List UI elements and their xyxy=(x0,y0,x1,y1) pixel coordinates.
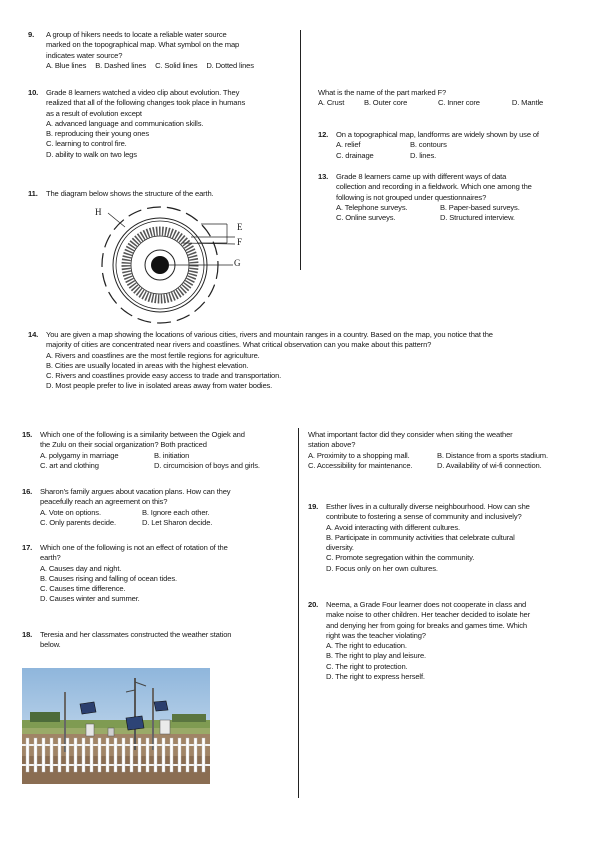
question-text: What is the name of the part marked F? xyxy=(318,88,447,97)
question-text: Which one of the following is a similarity between the Ogiek and xyxy=(40,430,245,439)
option-d: D. lines. xyxy=(409,150,437,160)
option-d: D. Causes winter and summer. xyxy=(40,594,140,604)
question-text: make noise to other children. Her teacher decided to isolate her xyxy=(326,610,530,620)
question-number: 15. xyxy=(22,430,33,439)
question-text: right was the teacher violating? xyxy=(326,630,426,640)
option-d: D. The right to express herself. xyxy=(326,672,425,682)
question-text: marked on the topographical map. What symbol on the map xyxy=(46,40,240,50)
option-c: C. Causes time difference. xyxy=(40,584,126,594)
option-b: B. reproducing their young ones xyxy=(46,129,149,139)
option-a: A. Causes day and night. xyxy=(40,563,122,573)
question-15 xyxy=(22,430,297,471)
question-text: collection and recording in a fieldwork. Which one among the xyxy=(336,182,532,192)
diagram-label-g: G xyxy=(234,258,241,268)
option-a: A. Blue lines xyxy=(46,60,87,70)
option-a: A. advanced language and communication skills. xyxy=(46,118,204,128)
bottom-column-divider xyxy=(298,428,299,798)
question-number: 19. xyxy=(308,502,319,511)
top-column-divider xyxy=(300,30,301,270)
question-20 xyxy=(308,600,588,682)
question-number: 10. xyxy=(28,88,39,97)
option-b: B. Dashed lines xyxy=(95,60,147,70)
diagram-label-h: H xyxy=(95,207,102,217)
question-number: 16. xyxy=(22,487,33,496)
question-text: Which one of the following is not an effect of rotation of the xyxy=(40,543,228,552)
inner-core xyxy=(151,256,169,274)
question-text: following is not grouped under questionnaires? xyxy=(336,192,487,202)
option-b-continued: diversity. xyxy=(326,543,354,553)
option-b: B. Ignore each other. xyxy=(141,507,210,517)
question-11-followup xyxy=(318,88,588,109)
option-a: A. polygamy in marriage xyxy=(40,450,119,460)
option-a: A. The right to education. xyxy=(326,641,407,651)
question-number: 12. xyxy=(318,130,329,139)
question-text: as a result of evolution except xyxy=(46,108,142,118)
question-17 xyxy=(22,543,297,605)
question-text: realized that all of the following changes took place in humans xyxy=(46,98,246,108)
question-9 xyxy=(28,30,298,71)
option-b: B. contours xyxy=(409,140,447,150)
option-b: B. Outer core xyxy=(363,98,408,108)
question-number: 11. xyxy=(28,189,38,198)
option-d: D. Mantle xyxy=(511,98,544,108)
question-19 xyxy=(308,502,588,574)
option-d: D. Let Sharon decide. xyxy=(141,517,213,527)
diagram-label-e: E xyxy=(237,222,243,232)
question-text: On a topographical map, landforms are widely shown by use of xyxy=(336,130,539,139)
option-a: A. Crust xyxy=(318,98,345,108)
question-12 xyxy=(318,130,588,161)
question-text: Esther lives in a culturally diverse neighbourhood. How can she xyxy=(326,502,530,511)
answer-options xyxy=(40,451,297,461)
question-18 xyxy=(22,630,297,651)
option-c: C. Promote segregation within the community. xyxy=(326,553,475,563)
question-10 xyxy=(28,88,298,160)
answer-options xyxy=(336,140,588,150)
question-16 xyxy=(22,487,297,528)
question-number: 17. xyxy=(22,543,33,552)
answer-options xyxy=(336,203,588,213)
option-c: C. Accessibility for maintenance. xyxy=(308,460,413,470)
question-text: Teresia and her classmates constructed the weather station xyxy=(40,630,232,639)
option-d: D. circumcision of boys and girls. xyxy=(153,460,260,470)
option-a: A. Proximity to a shopping mall. xyxy=(308,450,410,460)
option-b: B. initiation xyxy=(153,450,190,460)
answer-options xyxy=(318,98,588,108)
question-text: A group of hikers needs to locate a reliable water source xyxy=(46,30,227,39)
diagram-label-f: F xyxy=(237,237,243,247)
question-text: You are given a map showing the locations of various cities, rivers and mountain ranges in a country. Based on the map, you notice that the xyxy=(46,330,493,339)
question-text: and denying her from going for breaks and games time. Which xyxy=(326,620,527,630)
option-b: B. Causes rising and falling of ocean tides. xyxy=(40,573,177,583)
option-c: C. Solid lines xyxy=(155,60,198,70)
option-a: A. Rivers and coastlines are the most fertile regions for agriculture. xyxy=(46,350,260,360)
answer-options xyxy=(40,518,297,528)
option-d: D. Availability of wi-fi connection. xyxy=(436,460,542,470)
question-number: 20. xyxy=(308,600,319,609)
question-text: contribute to fostering a sense of community and inclusively? xyxy=(326,512,522,522)
question-number: 14. xyxy=(28,330,39,339)
option-d: D. ability to walk on two legs xyxy=(46,149,137,159)
weather-station-photo xyxy=(22,668,210,784)
option-c: C. Only parents decide. xyxy=(40,517,116,527)
option-a: A. Vote on options. xyxy=(40,507,101,517)
answer-options xyxy=(308,451,588,461)
answer-options xyxy=(40,461,297,471)
question-text: What important factor did they consider when siting the weather xyxy=(308,430,513,439)
question-text: indicates water source? xyxy=(46,50,123,60)
option-c: C. art and clothing xyxy=(40,460,99,470)
answer-options xyxy=(336,151,588,161)
option-d: D. Most people prefer to live in isolated areas away from water bodies. xyxy=(46,381,273,391)
option-c: C. Inner core xyxy=(437,98,480,108)
option-b: B. Distance from a sports stadium. xyxy=(436,450,548,460)
option-a: A. Avoid interacting with different cultures. xyxy=(326,522,460,532)
question-13 xyxy=(318,172,588,223)
option-d: D. Structured interview. xyxy=(439,213,515,223)
answer-options xyxy=(336,213,588,223)
option-b: B. Participate in community activities that celebrate cultural xyxy=(326,532,515,542)
question-text: Grade 8 learners came up with different ways of data xyxy=(336,172,507,181)
question-18-followup xyxy=(308,430,588,471)
question-text: The diagram below shows the structure of the earth. xyxy=(46,189,214,198)
question-number: 13. xyxy=(318,172,329,181)
answer-options xyxy=(40,508,297,518)
option-c: C. Online surveys. xyxy=(336,213,396,223)
question-text: the Zulu on their social organization? Both practiced xyxy=(40,440,207,450)
option-c: C. The right to protection. xyxy=(326,661,408,671)
option-d: D. Dotted lines xyxy=(206,60,254,70)
question-text: majority of cities are concentrated near rivers and coastlines. What critical observation can you make about this pattern? xyxy=(46,340,432,350)
question-11 xyxy=(28,189,298,199)
option-b: B. The right to play and leisure. xyxy=(326,651,427,661)
option-a: A. Telephone surveys. xyxy=(336,202,408,212)
option-b: B. Cities are usually located in areas with the highest elevation. xyxy=(46,360,249,370)
question-text: earth? xyxy=(40,553,61,563)
question-number: 9. xyxy=(28,30,35,39)
question-14 xyxy=(28,330,573,392)
question-text: below. xyxy=(40,640,61,650)
question-text: Grade 8 learners watched a video clip about evolution. They xyxy=(46,88,240,97)
question-number: 18. xyxy=(22,630,33,639)
question-text: Sharon's family argues about vacation plans. How can they xyxy=(40,487,231,496)
question-text: peacefully reach an agreement on this? xyxy=(40,497,168,507)
option-b: B. Paper-based surveys. xyxy=(439,202,520,212)
question-text: station above? xyxy=(308,440,356,450)
option-a: A. relief xyxy=(336,140,361,150)
option-c: C. drainage xyxy=(336,150,374,160)
option-c: C. learning to control fire. xyxy=(46,139,127,149)
option-d: D. Focus only on her own cultures. xyxy=(326,563,438,573)
answer-options xyxy=(46,61,298,71)
question-text: Neema, a Grade Four learner does not cooperate in class and xyxy=(326,600,527,609)
answer-options xyxy=(308,461,588,471)
option-c: C. Rivers and coastlines provide easy access to trade and transportation. xyxy=(46,371,282,381)
